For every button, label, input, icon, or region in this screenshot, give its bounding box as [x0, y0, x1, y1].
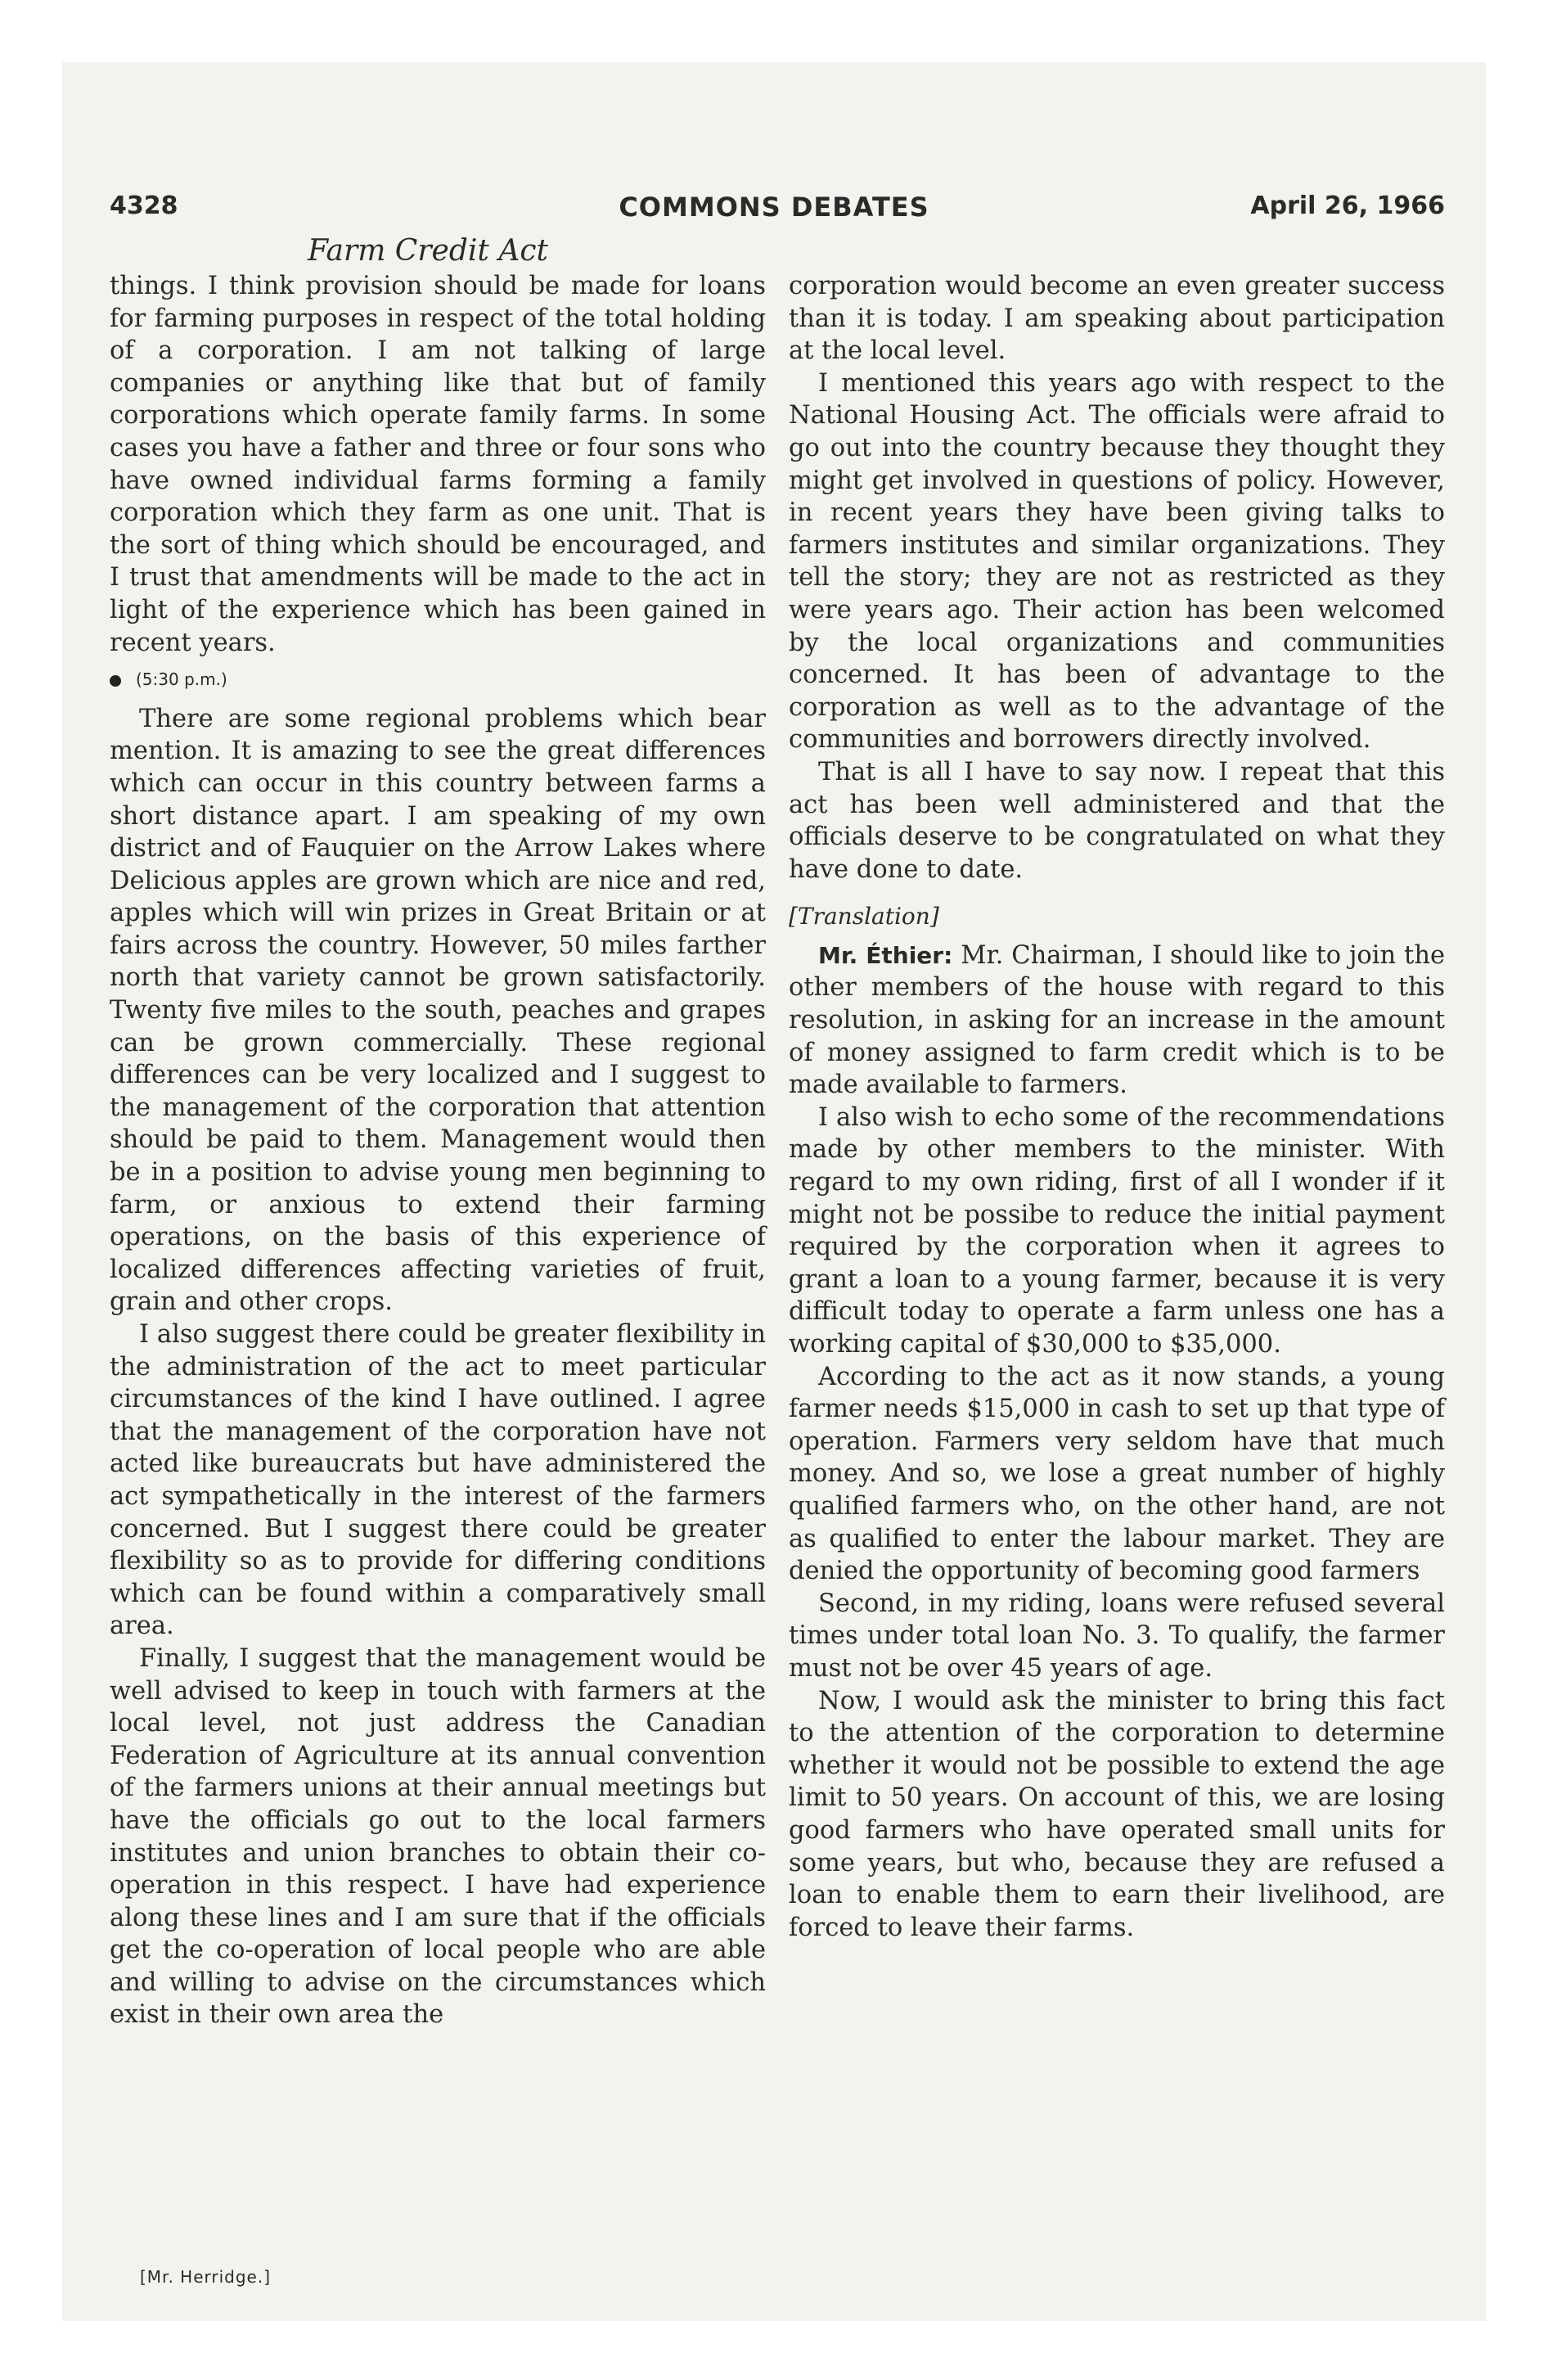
publication-date: April 26, 1966	[1250, 192, 1445, 220]
publication-title: COMMONS DEBATES	[619, 192, 929, 223]
paragraph: Finally, I suggest that the management would be well advised to keep in touch with farmers at the local level, not just address the Canadian Federation of Agriculture at its annual convention of the farmers unions at their annual meetings but have the officials go out to the local farmers institutes and union branches to obtain their co-operation in this respect. I have had experience along these lines and I am sure that if the officials get the co-operation of local people who are able and willing to advise on the circumstances which exist in their own area the	[110, 1643, 766, 2030]
running-head: Farm Credit Act	[308, 234, 548, 268]
paragraph: I also wish to echo some of the recommendations made by other members to the minister. With regard to my own riding, first of all I wonder if it might not be possibe to reduce the initial payment required by the corporation when it agrees to grant a loan to a young farmer, because it is very difficult today to operate a farm unless one has a working capital of $30,000 to $35,000.	[789, 1102, 1445, 1359]
paragraph: things. I think provision should be made for loans for farming purposes in respect of the total holding of a corporation. I am not talking of large companies or anything like that but of family corporations which operate family farms. In some cases you have a father and three or four sons who have owned individual farms forming a family corporation which they farm as one unit. That is the sort of thing which should be encouraged, and I trust that amendments will be made to the act in light of the experience which has been gained in recent years.	[110, 272, 766, 657]
paragraph: There are some regional problems which bear mention. It is amazing to see the great differences which can occur in this country between farms a short distance apart. I am speaking of my own district and of Fauquier on the Arrow Lakes where Delicious apples are grown which are nice and red, apples which will win prizes in Great Britain or at fairs across the country. However, 50 miles farther north that variety cannot be grown satisfactorily. Twenty five miles to the south, peaches and grapes can be grown commercially. These regional differences can be very localized and I suggest to the management of the corporation that attention should be paid to them. Management would then be in a position to advise young men beginning to farm, or anxious to extend their farming operations, on the basis of this experience of localized differences affecting varieties of fruit, grain and other crops.	[110, 704, 766, 1317]
paragraph: Now, I would ask the minister to bring this fact to the attention of the corporation to determine whether it would not be possible to extend the age limit to 50 years. On account of this, we are losing good farmers who have operated small units for some years, but who, because they are refused a loan to enable them to earn their livelihood, are forced to leave their farms.	[789, 1686, 1445, 1942]
paragraph	[789, 940, 1445, 1102]
paragraph: Second, in my riding, loans were refused several times under total loan No. 3. To qualify, the farmer must not be over 45 years of age.	[789, 1589, 1445, 1683]
paragraph: corporation would become an even greater success than it is today. I am speaking about participation at the local level.	[789, 272, 1445, 366]
bullet-icon	[110, 675, 121, 687]
translation-label: [Translation]	[789, 903, 939, 931]
paragraph: According to the act as it now stands, a young farmer needs $15,000 in cash to set up that type of operation. Farmers very seldom have that much money. And so, we lose a great number of highly qualified farmers who, on the other hand, are not as qualified to enter the labour market. They are denied the opportunity of becoming good farmers	[789, 1362, 1445, 1586]
paragraph: I mentioned this years ago with respect to the National Housing Act. The officials were afraid to go out into the country because they thought they might get involved in questions of policy. However, in recent years they have been giving talks to farmers institutes and similar organizations. They tell the story; they are not as restricted as they were years ago. Their action has been welcomed by the local organizations and communities concerned. It has been of advantage to the corporation as well as to the advantage of the communities and borrowers directly involved.	[789, 368, 1445, 755]
speaker-footer: [Mr. Herridge.]	[140, 2267, 272, 2287]
page-number: 4328	[110, 192, 178, 220]
left-column	[110, 270, 766, 2031]
right-column	[789, 270, 1445, 1944]
timestamp-text: (5:30 p.m.)	[136, 669, 227, 690]
speaker-name: Mr. Éthier:	[818, 941, 953, 969]
timestamp	[110, 664, 766, 696]
paragraph: That is all I have to say now. I repeat that this act has been well administered and that the officials deserve to be congratulated on what they have done to date.	[789, 757, 1445, 884]
document-page	[62, 62, 1486, 2321]
speech-text: Mr. Chairman, I should like to join the other members of the house with regard to this resolution, in asking for an increase in the amount of money assigned to farm credit which is to be made available to farmers.	[789, 940, 1446, 1100]
page-header	[62, 192, 1486, 241]
paragraph: I also suggest there could be greater flexibility in the administration of the act to meet particular circumstances of the kind I have outlined. I agree that the management of the corporation have not acted like bureaucrats but have administered the act sympathetically in the interest of the farmers concerned. But I suggest there could be greater flexibility so as to provide for differing conditions which can be found within a comparatively small area.	[110, 1320, 766, 1641]
